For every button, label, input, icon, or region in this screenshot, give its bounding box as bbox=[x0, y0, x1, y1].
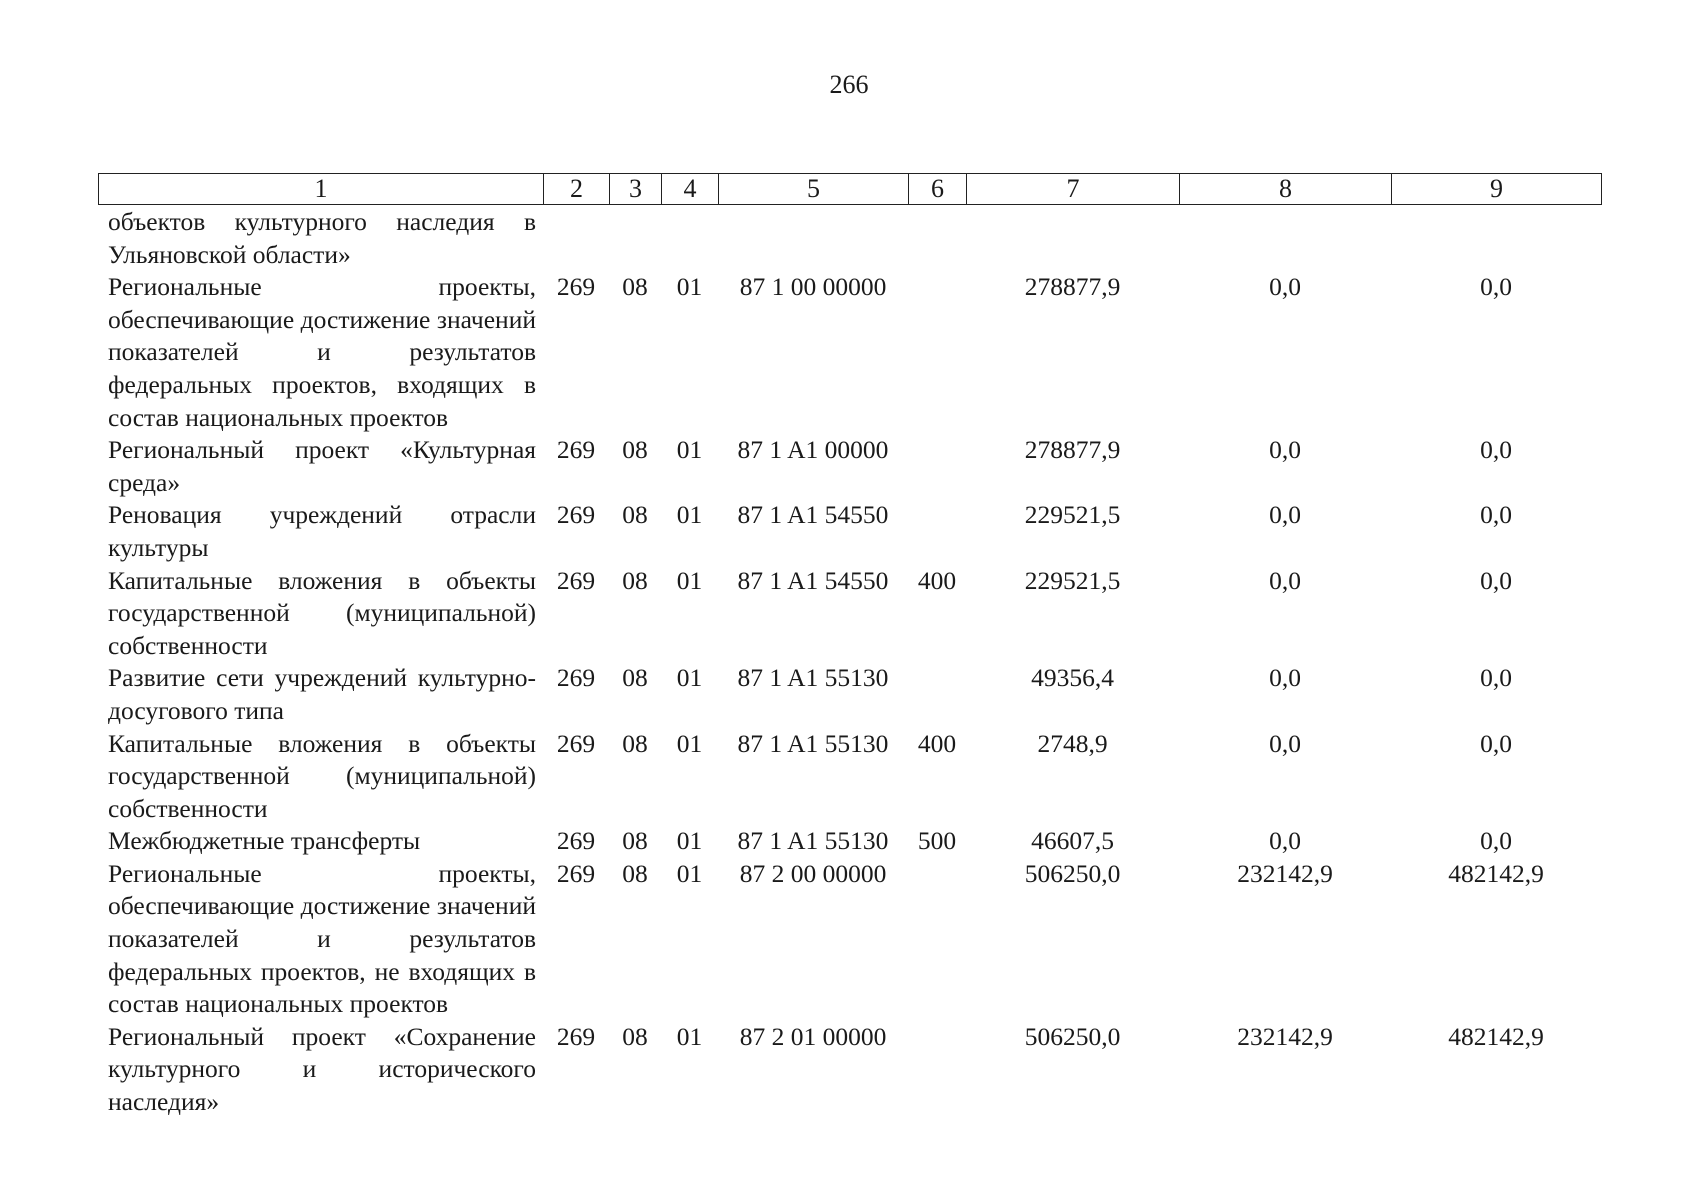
row-code-ministry: 269 bbox=[556, 272, 596, 302]
table-row bbox=[98, 271, 1598, 434]
row-code-section: 08 bbox=[622, 435, 648, 465]
row-code-section: 08 bbox=[622, 272, 648, 302]
row-code-subsection: 01 bbox=[676, 272, 703, 302]
column-header-3: 3 bbox=[610, 174, 662, 205]
column-header-row bbox=[99, 174, 1602, 205]
column-header-7: 7 bbox=[967, 174, 1180, 205]
row-name: Капитальные вложения в объекты государственной (муниципальной) собственности bbox=[108, 565, 536, 660]
row-amount-7: 278877,9 bbox=[1024, 435, 1121, 465]
row-amount-8: 0,0 bbox=[1269, 663, 1301, 693]
row-code-ministry: 269 bbox=[556, 728, 596, 758]
row-code-section: 08 bbox=[622, 826, 648, 856]
row-amount-9: 0,0 bbox=[1480, 663, 1512, 693]
row-amount-7: 2748,9 bbox=[1037, 728, 1108, 758]
row-code-subsection: 01 bbox=[676, 728, 703, 758]
row-amount-9: 0,0 bbox=[1480, 728, 1512, 758]
column-header-5: 5 bbox=[719, 174, 909, 205]
row-code-target: 87 1 A1 55130 bbox=[737, 826, 889, 856]
row-amount-9: 0,0 bbox=[1480, 565, 1512, 595]
column-header-1: 1 bbox=[99, 174, 544, 205]
row-code-section: 08 bbox=[622, 728, 648, 758]
row-name: Региональные проекты, обеспечивающие достижение значений показателей и результатов федеральных проектов, не входящих в состав национальных проектов bbox=[108, 858, 536, 1019]
row-amount-7: 229521,5 bbox=[1024, 500, 1121, 530]
row-code-expense-type: 400 bbox=[917, 565, 957, 595]
row-amount-9: 0,0 bbox=[1480, 826, 1512, 856]
table-row bbox=[98, 434, 1598, 499]
row-name: объектов культурного наследия в Ульяновской области» bbox=[108, 207, 536, 269]
row-amount-8: 0,0 bbox=[1269, 565, 1301, 595]
table-row bbox=[98, 825, 1598, 858]
row-code-target: 87 2 01 00000 bbox=[739, 1021, 887, 1051]
row-amount-7: 229521,5 bbox=[1024, 565, 1121, 595]
row-code-ministry: 269 bbox=[556, 858, 596, 888]
row-code-expense-type: 400 bbox=[917, 728, 957, 758]
row-amount-7: 46607,5 bbox=[1031, 826, 1114, 856]
row-code-target: 87 1 A1 55130 bbox=[737, 728, 889, 758]
row-amount-8: 0,0 bbox=[1269, 500, 1301, 530]
row-code-subsection: 01 bbox=[676, 500, 703, 530]
column-header-9: 9 bbox=[1392, 174, 1602, 205]
row-code-section: 08 bbox=[622, 858, 648, 888]
row-amount-8: 0,0 bbox=[1269, 826, 1301, 856]
row-code-subsection: 01 bbox=[676, 565, 703, 595]
row-amount-8: 0,0 bbox=[1269, 272, 1301, 302]
row-amount-9: 0,0 bbox=[1480, 500, 1512, 530]
row-code-target: 87 1 A1 55130 bbox=[737, 663, 889, 693]
table-row bbox=[98, 206, 1598, 271]
table-row bbox=[98, 858, 1598, 1021]
row-name: Региональный проект «Культурная среда» bbox=[108, 435, 536, 497]
row-name: Межбюджетные трансферты bbox=[108, 826, 421, 856]
column-header-6: 6 bbox=[909, 174, 967, 205]
row-code-ministry: 269 bbox=[556, 565, 596, 595]
row-code-subsection: 01 bbox=[676, 858, 703, 888]
row-name: Капитальные вложения в объекты государственной (муниципальной) собственности bbox=[108, 728, 536, 823]
row-code-target: 87 1 A1 54550 bbox=[737, 565, 889, 595]
table-row bbox=[98, 728, 1598, 826]
row-code-section: 08 bbox=[622, 1021, 648, 1051]
row-code-target: 87 1 00 00000 bbox=[739, 272, 887, 302]
table-row bbox=[98, 1021, 1598, 1119]
row-code-target: 87 1 A1 54550 bbox=[737, 500, 889, 530]
row-name: Реновация учреждений отрасли культуры bbox=[108, 500, 536, 562]
budget-rows bbox=[98, 206, 1598, 1119]
row-name: Развитие сети учреждений культурно-досугового типа bbox=[108, 663, 536, 725]
row-amount-7: 506250,0 bbox=[1024, 1021, 1121, 1051]
row-code-expense-type: 500 bbox=[917, 826, 957, 856]
column-header-4: 4 bbox=[662, 174, 719, 205]
column-header-table bbox=[98, 173, 1602, 205]
row-code-subsection: 01 bbox=[676, 826, 703, 856]
row-code-target: 87 2 00 00000 bbox=[739, 858, 887, 888]
column-header-2: 2 bbox=[544, 174, 610, 205]
table-row bbox=[98, 499, 1598, 564]
table-row bbox=[98, 662, 1598, 727]
row-amount-9: 482142,9 bbox=[1448, 858, 1544, 888]
row-code-ministry: 269 bbox=[556, 826, 596, 856]
row-code-section: 08 bbox=[622, 565, 648, 595]
row-code-ministry: 269 bbox=[556, 435, 596, 465]
row-code-section: 08 bbox=[622, 663, 648, 693]
row-code-ministry: 269 bbox=[556, 663, 596, 693]
row-amount-7: 278877,9 bbox=[1024, 272, 1121, 302]
row-code-subsection: 01 bbox=[676, 663, 703, 693]
row-amount-8: 0,0 bbox=[1269, 435, 1301, 465]
row-amount-8: 232142,9 bbox=[1237, 858, 1333, 888]
row-code-ministry: 269 bbox=[556, 1021, 596, 1051]
row-amount-7: 506250,0 bbox=[1024, 858, 1121, 888]
row-amount-7: 49356,4 bbox=[1031, 663, 1114, 693]
row-amount-8: 232142,9 bbox=[1237, 1021, 1333, 1051]
row-name: Региональные проекты, обеспечивающие достижение значений показателей и результатов федеральных проектов, входящих в состав национальных проектов bbox=[108, 272, 536, 432]
row-code-section: 08 bbox=[622, 500, 648, 530]
row-code-subsection: 01 bbox=[676, 1021, 703, 1051]
row-code-subsection: 01 bbox=[676, 435, 703, 465]
column-header-8: 8 bbox=[1180, 174, 1392, 205]
row-amount-8: 0,0 bbox=[1269, 728, 1301, 758]
row-amount-9: 482142,9 bbox=[1448, 1021, 1544, 1051]
row-amount-9: 0,0 bbox=[1480, 272, 1512, 302]
row-code-target: 87 1 A1 00000 bbox=[737, 435, 889, 465]
row-name: Региональный проект «Сохранение культурного и исторического наследия» bbox=[108, 1021, 536, 1117]
page-number: 266 bbox=[829, 70, 869, 99]
row-amount-9: 0,0 bbox=[1480, 435, 1512, 465]
row-code-ministry: 269 bbox=[556, 500, 596, 530]
table-row bbox=[98, 565, 1598, 663]
